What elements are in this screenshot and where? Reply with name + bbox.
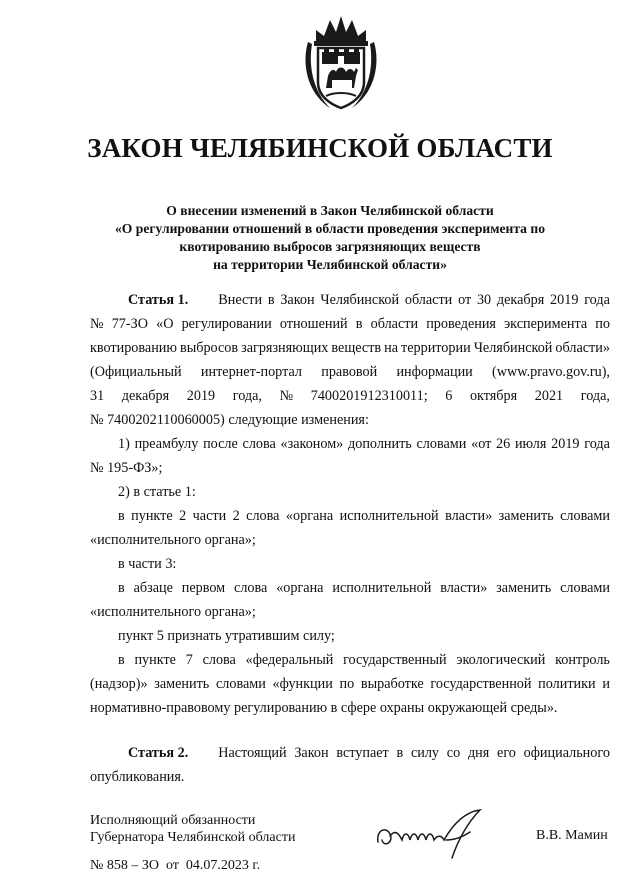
word: загрязняющих — [241, 340, 329, 356]
article-line — [90, 504, 610, 528]
word: информации — [396, 364, 473, 380]
article-line-text — [218, 741, 610, 765]
word: преамбулу — [134, 436, 199, 452]
article-line — [90, 552, 610, 576]
article-label: Статья 1. — [128, 292, 189, 308]
word: власти» — [440, 580, 488, 596]
word: 2021 — [534, 388, 564, 404]
word: в — [118, 508, 125, 524]
word: года — [584, 436, 610, 452]
word: выработке — [360, 676, 424, 692]
word: словами — [416, 436, 467, 452]
article-line — [90, 624, 610, 648]
article-line-text: № 195-ФЗ»; — [90, 460, 163, 476]
signatory-position-line: Губернатора Челябинской области — [90, 830, 296, 845]
word: (Официальный — [90, 364, 182, 380]
law-title: ЗАКОН ЧЕЛЯБИНСКОЙ ОБЛАСТИ — [87, 133, 553, 163]
word: 1) — [118, 436, 130, 452]
word: области — [370, 316, 419, 332]
word: правовой — [321, 364, 378, 380]
word: отношений — [279, 316, 348, 332]
word: в — [267, 292, 275, 308]
word: квотированию — [90, 340, 177, 356]
word: Внести — [218, 292, 263, 308]
word: слова — [246, 508, 280, 524]
word: слова — [242, 436, 276, 452]
word: (надзор)» — [90, 676, 148, 692]
article-line-text — [218, 288, 610, 312]
word: 7400201912310011; — [310, 388, 428, 404]
word: контроль — [555, 652, 610, 668]
signatory-position-line: Исполняющий обязанности — [90, 813, 256, 828]
word: (www.pravo.gov.ru), — [492, 364, 610, 380]
article-line-text: «исполнительного органа»; — [90, 604, 256, 620]
word: государственный — [343, 652, 447, 668]
article-label: Статья 2. — [128, 745, 189, 761]
word: словами — [215, 676, 266, 692]
coat-of-arms-emblem — [300, 12, 382, 112]
subtitle-line: «О регулировании отношений в области проведения эксперимента по — [114, 221, 546, 236]
word: от — [458, 292, 472, 308]
signatory-position — [90, 812, 295, 846]
article-line — [90, 336, 610, 360]
article-line — [90, 432, 610, 456]
article-1 — [90, 288, 610, 720]
word: 2 — [179, 508, 187, 524]
article-line — [90, 696, 610, 720]
article-line — [90, 360, 610, 384]
word: июля — [514, 436, 547, 452]
word: территории — [401, 340, 471, 356]
word: первом — [181, 580, 226, 596]
word: пункте — [131, 508, 173, 524]
word: интернет-портал — [200, 364, 302, 380]
article-line-text: пункт 5 признать утратившим силу; — [118, 628, 335, 644]
word: в — [118, 652, 125, 668]
signatory-name: В.В. Мамин — [536, 828, 608, 843]
word: области» — [555, 340, 610, 356]
word: слова — [202, 652, 236, 668]
word: 2019 — [550, 292, 579, 308]
word: 6 — [445, 388, 453, 404]
article-line — [90, 741, 610, 765]
word: Челябинской — [473, 340, 553, 356]
word: словами — [560, 580, 610, 596]
word: «органа — [285, 508, 334, 524]
article-line — [90, 312, 610, 336]
word: 2019 — [186, 388, 216, 404]
word: заменить — [154, 676, 210, 692]
word: «законом» — [280, 436, 344, 452]
word: дополнить — [348, 436, 412, 452]
article-line — [90, 600, 610, 624]
article-line — [90, 648, 610, 672]
word: 7 — [185, 652, 193, 668]
word: 2 — [232, 508, 240, 524]
word: вступает — [336, 745, 389, 761]
article-line-text: в части 3: — [118, 556, 177, 572]
word: декабря — [496, 292, 545, 308]
article-line — [90, 288, 610, 312]
word: государственной — [430, 676, 532, 692]
word: дня — [467, 745, 490, 761]
article-line-text: № 7400202110060005) следующие изменения: — [90, 412, 369, 428]
word: года, — [580, 388, 610, 404]
article-line — [90, 408, 610, 432]
word: после — [203, 436, 238, 452]
article-line — [90, 765, 610, 789]
word: «органа — [276, 580, 324, 596]
word: веществ — [331, 340, 382, 356]
word: по — [339, 676, 355, 692]
word: октября — [469, 388, 518, 404]
word: пункте — [134, 652, 176, 668]
article-line — [90, 672, 610, 696]
article-line — [90, 480, 610, 504]
word: части — [192, 508, 227, 524]
article-line-text: «исполнительного органа»; — [90, 532, 256, 548]
word: исполнительной — [332, 580, 432, 596]
word: «функции — [272, 676, 333, 692]
word: 26 — [496, 436, 511, 452]
word: выбросов — [180, 340, 239, 356]
word: регулировании — [181, 316, 272, 332]
word: «О — [156, 316, 174, 332]
word: словами — [560, 508, 610, 524]
word: заменить — [496, 580, 552, 596]
word: эксперимента — [504, 316, 588, 332]
article-line — [90, 384, 610, 408]
article-2 — [90, 741, 610, 789]
article-line-text: 2) в статье 1: — [118, 484, 196, 500]
word: официального — [523, 745, 610, 761]
word: Настоящий — [218, 745, 287, 761]
word: «федеральный — [245, 652, 334, 668]
word: в — [118, 580, 125, 596]
word: декабря — [121, 388, 170, 404]
subtitle-line: на территории Челябинской области» — [213, 257, 447, 272]
word: исполнительной — [339, 508, 439, 524]
word: политики — [538, 676, 596, 692]
word: абзаце — [133, 580, 173, 596]
word: № — [90, 316, 104, 332]
word: Челябинской — [320, 292, 400, 308]
article-line — [90, 456, 610, 480]
word: заменить — [498, 508, 554, 524]
article-line — [90, 528, 610, 552]
word: его — [497, 745, 516, 761]
word: проведения — [426, 316, 496, 332]
word: 30 — [476, 292, 492, 308]
word: года, — [232, 388, 262, 404]
article-line-text: нормативно-правовому регулированию в сфере охраны окружающей среды». — [90, 700, 558, 716]
article-line — [90, 576, 610, 600]
word: «от — [471, 436, 492, 452]
word: 31 — [90, 388, 105, 404]
word: и — [602, 676, 610, 692]
word: 77-ЗО — [111, 316, 148, 332]
article-line-text: опубликования. — [90, 769, 185, 785]
law-subtitle — [60, 202, 600, 274]
handwritten-signature — [372, 806, 490, 864]
word: 2019 — [551, 436, 580, 452]
word: Закон — [280, 292, 315, 308]
word: года — [584, 292, 610, 308]
word: на — [384, 340, 398, 356]
word: № — [279, 388, 294, 404]
subtitle-line: квотированию выбросов загрязняющих веществ — [179, 239, 481, 254]
word: со — [446, 745, 461, 761]
word: Закон — [294, 745, 329, 761]
word: в — [396, 745, 404, 761]
word: слова — [234, 580, 268, 596]
word: экологический — [456, 652, 546, 668]
law-number-date: № 858 – ЗО от 04.07.2023 г. — [90, 858, 261, 873]
word: в — [355, 316, 363, 332]
subtitle-line: О внесении изменений в Закон Челябинской области — [166, 203, 494, 218]
word: силу — [410, 745, 440, 761]
word: власти» — [445, 508, 493, 524]
word: по — [595, 316, 610, 332]
word: области — [404, 292, 453, 308]
